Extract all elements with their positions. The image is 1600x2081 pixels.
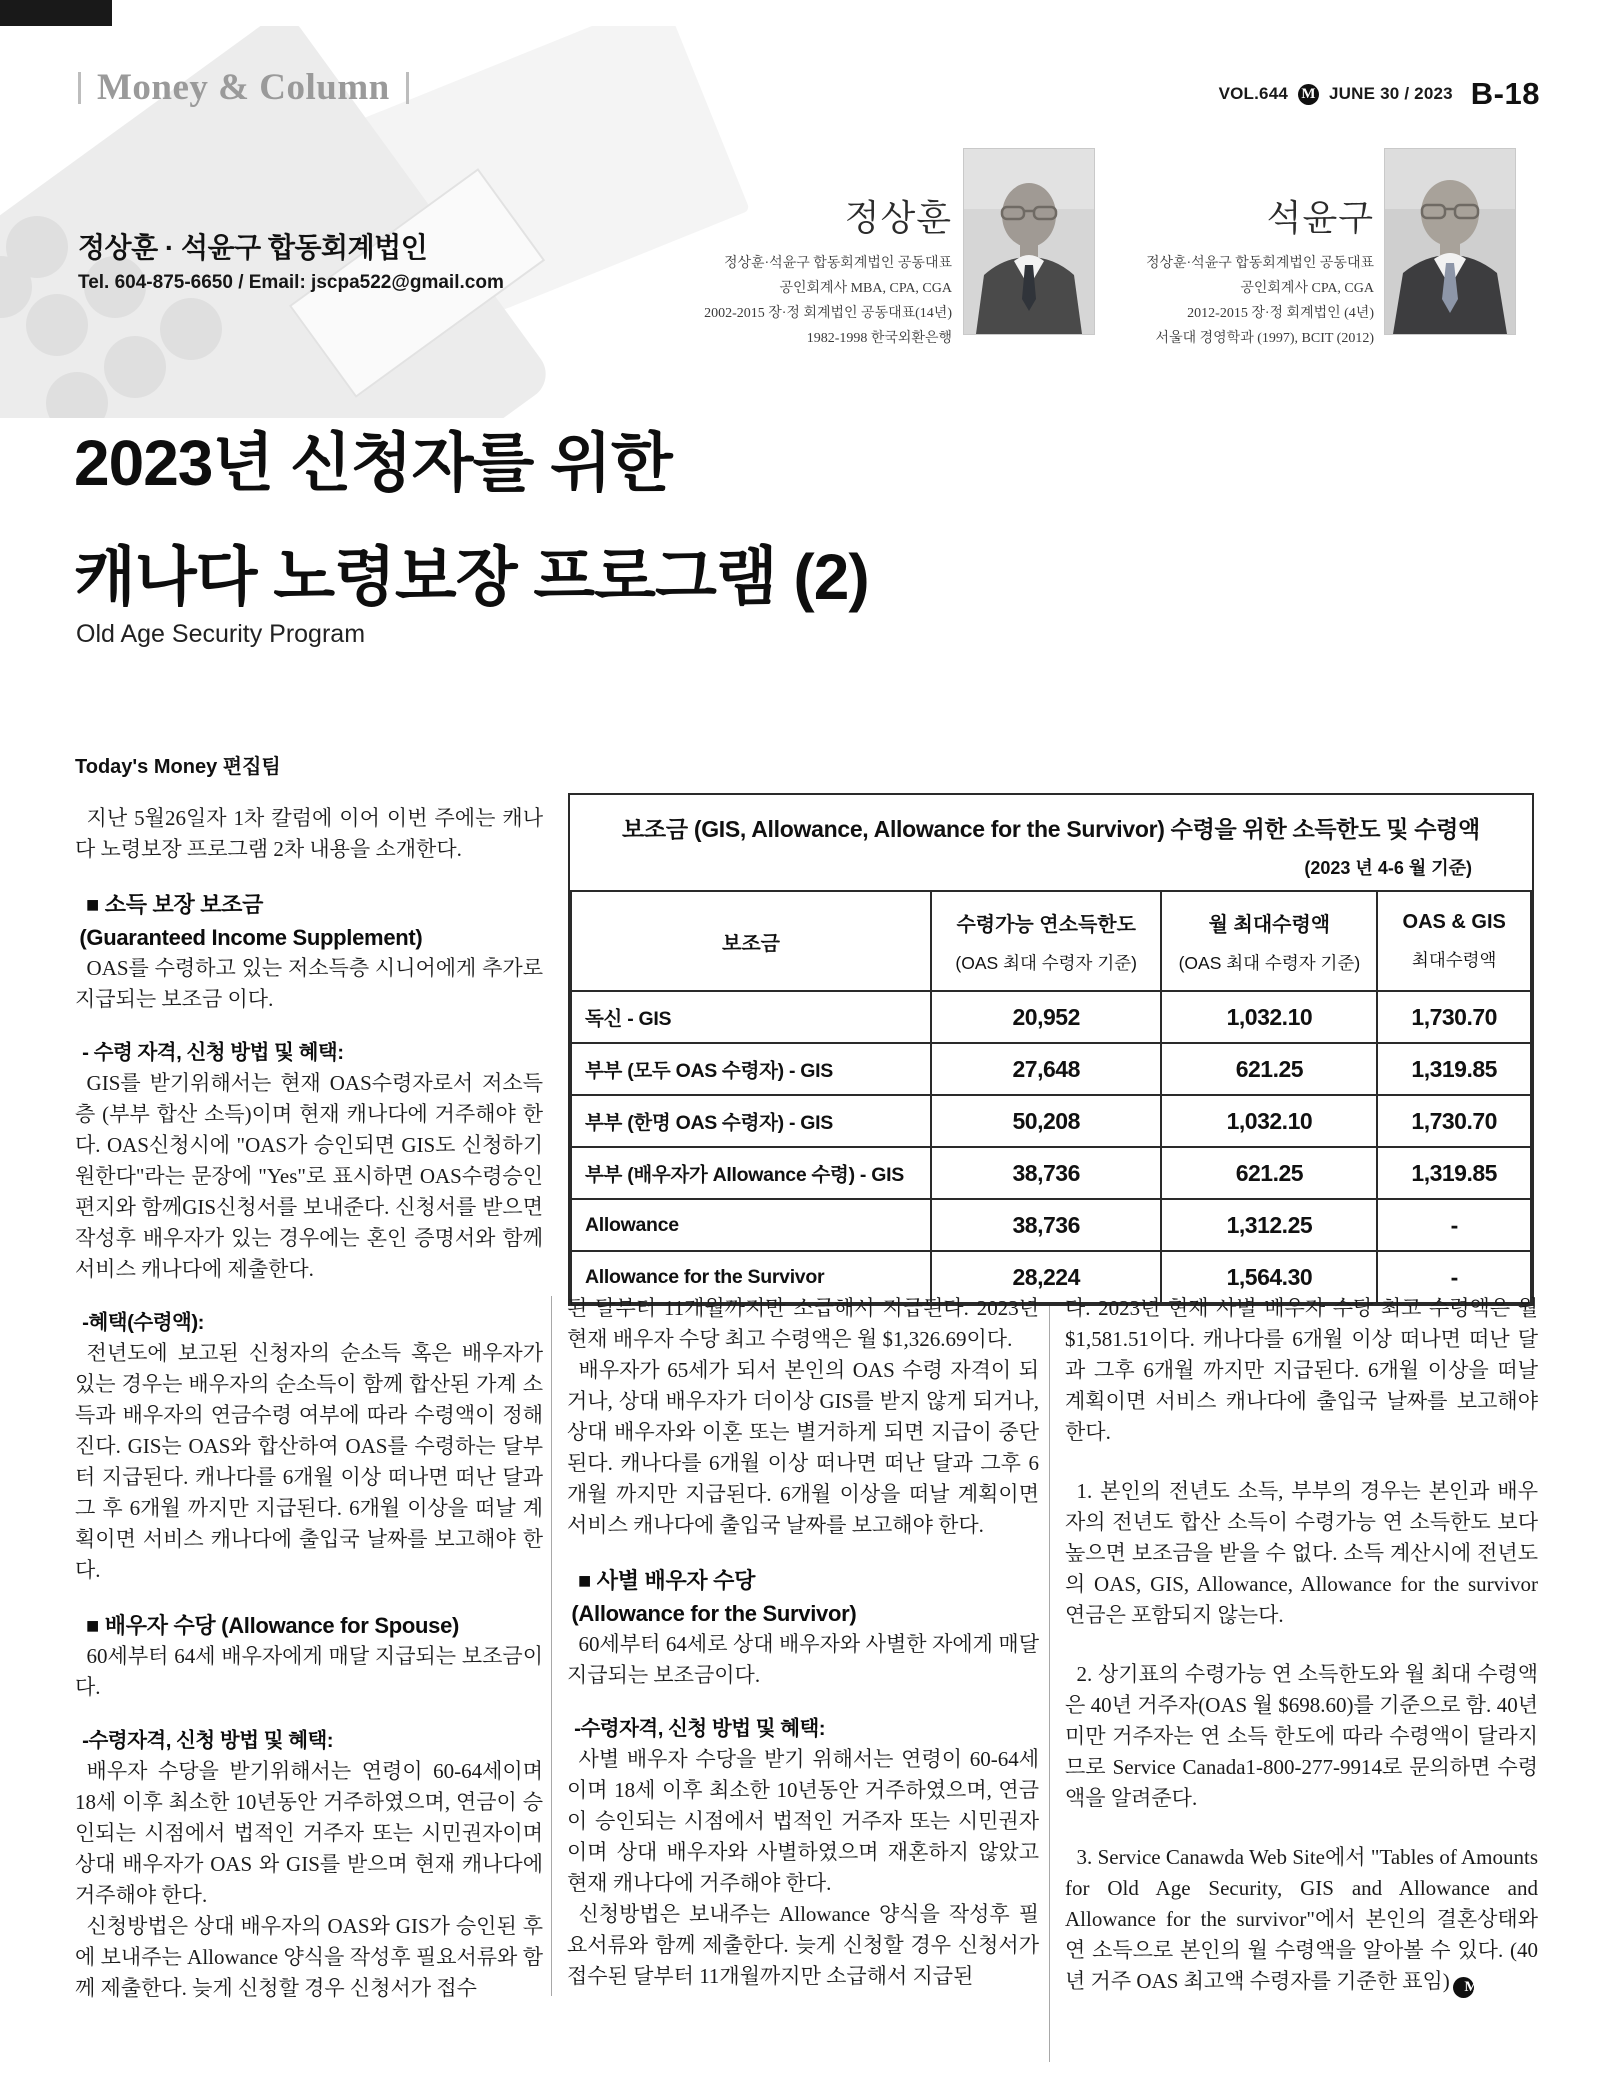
firm-contact: Tel. 604-875-6650 / Email: jscpa522@gmail.com [78,272,504,293]
article-column-middle [567,1293,1039,1992]
section-masthead [78,66,409,109]
profile-photo-2 [1384,148,1516,335]
profile-1-name: 정상훈 [844,198,952,238]
paragraph: 전년도에 보고된 신청자의 순소득 혹은 배우자가 있는 경우는 배우자의 순소득이 함께 합산된 가계 소득과 배우자의 연금수령 여부에 따라 수령액이 정해진다. GIS는 OAS와 합산하여 OAS를 수령하는 달부터 지급된다. 캐나다를 6개월 이상 떠나면 떠난 달과 그 후 6개월 까지만 지급된다. 6개월 이상을 떠날 계획이면 서비스 캐나다에 출입국 날짜를 보고해야 한다. [75,1341,543,1582]
table-header-row [571,891,1531,991]
masthead-right-bar [406,72,409,104]
paragraph-text: 3. Service Canawda Web Site에서 "Tables of Amounts for Old Age Security, GIS and Allowance and Allowance for the survivor"에서 본인의 결혼상태와 연 소득으로 본인의 월 수령액을 알아볼 수 있다. (40년 거주 OAS 최고액 수령자를 기준한 표임) [1065,1845,1538,1993]
paragraph: 배우자 수당을 받기위해서는 연령이 60-64세이며 18세 이후 최소한 10년동안 거주하였으며, 연금이 승인되는 시점에서 법적인 거주자 또는 시민권자이며 상대 배우자가 OAS 와 GIS를 받으며 현재 캐나다에 거주해야 한다. [75,1759,543,1907]
masthead-title: Money & Column [97,67,390,108]
byline: Today's Money 편집팀 [75,756,281,778]
page-edge-mark [0,0,112,26]
issue-date: JUNE 30 / 2023 [1329,84,1453,103]
table-row: Allowance 38,736 1,312.25 - [571,1199,1531,1251]
article-column-left [75,752,543,2004]
benefits-table-period: (2023 년 4-6 월 기준) [1304,858,1472,878]
paragraph: GIS를 받기위해서는 현재 OAS수령자로서 저소득층 (부부 합산 소득)이며 현재 캐나다에 거주해야 한다. OAS신청시에 "OAS가 승인되면 GIS도 신청하기 원한다"라는 문장에 "Yes"로 표시하면 OAS수령승인 편지와 함께GIS신청서를 보내준다. 신청서를 받으면 작성후 배우자가 있는 경우에는 혼인 증명서와 함께 서비스 캐나다에 제출한다. [75,1071,543,1281]
column-divider [1049,1296,1050,2062]
profile-2-line: 공인회계사 CPA, CGA [1240,281,1374,296]
page-number: B-18 [1470,76,1540,111]
table-row: 부부 (한명 OAS 수령자) - GIS 50,208 1,032.10 1,730.70 [571,1095,1531,1147]
profile-2-name: 석윤구 [1266,198,1374,238]
paragraph: 배우자가 65세가 되서 본인의 OAS 수령 자격이 되거나, 상대 배우자가 더이상 GIS를 받지 않게 되거나, 상대 배우자와 이혼 또는 별거하게 되면 지급이 중단된다. 캐나다를 6개월 이상 떠나면 떠난 달과 그후 6개월 까지만 지급된다. 6개월 이상을 떠날 계획이면 서비스 캐나다에 출입국 날짜를 보고해야 한다. [567,1358,1039,1537]
profile-2-line: 2012-2015 장·정 회계법인 (4년) [1187,306,1374,321]
benefits-table-title: 보조금 (GIS, Allowance, Allowance for the Survivor) 수령을 위한 소득한도 및 수령액 [622,816,1480,842]
masthead-left-bar [78,72,81,104]
table-row: Allowance for the Survivor 28,224 1,564.30 - [571,1251,1531,1303]
paragraph: 1. 본인의 전년도 소득, 부부의 경우는 본인과 배우자의 전년도 합산 소득이 수령가능 연 소득한도 보다 높으면 보조금을 받을 수 없다. 소득 계산시에 전년도의 OAS, GIS, Allowance, Allowance for the survivor 연금은 포함되지 않는다. [1065,1479,1538,1627]
col-header-benefit: 보조금 [571,891,931,991]
article-title-line1: 2023년 신청자를 위한 [74,427,672,499]
paragraph: OAS를 수령하고 있는 저소득층 시니어에게 추가로 지급되는 보조금 이다. [75,956,543,1011]
section-heading: ■ 소득 보장 보조금 [86,892,264,917]
section-heading-en: (Guaranteed Income Supplement) [79,925,423,950]
sub-heading: -수령자격, 신청 방법 및 혜택: [574,1717,826,1740]
profile-1-line: 공인회계사 MBA, CPA, CGA [779,281,952,296]
section-heading: ■ 사별 배우자 수당 [578,1568,756,1593]
volume-label: VOL.644 [1218,84,1289,103]
paragraph: 60세부터 64세로 상대 배우자와 사별한 자에게 매달 지급되는 보조금이다. [567,1632,1039,1687]
section-heading-en: (Allowance for the Survivor) [571,1601,857,1626]
paragraph: 2. 상기표의 수령가능 연 소득한도와 월 최대 수령액은 40년 거주자(OAS 월 $698.60)를 기준으로 함. 40년미만 거주자는 연 소득 한도에 따라 수령액이 달라지므로 Service Canada1-800-277-9914로 문의하면 수령액을 알려준다. [1065,1662,1538,1810]
article-title-line2: 캐나다 노령보장 프로그램 (2) [74,541,869,613]
profile-1 [600,190,952,351]
table-row: 부부 (모두 OAS 수령자) - GIS 27,648 621.25 1,319.85 [571,1043,1531,1095]
sub-heading: - 수령 자격, 신청 방법 및 혜택: [82,1041,344,1064]
profile-2-line: 정상훈·석윤구 합동회계법인 공동대표 [1145,256,1374,271]
section-heading: ■ 배우자 수당 (Allowance for Spouse) [86,1613,460,1638]
profile-1-line: 1982-1998 한국외환은행 [806,331,952,346]
table-row: 독신 - GIS 20,952 1,032.10 1,730.70 [571,991,1531,1043]
sub-heading: -수령자격, 신청 방법 및 혜택: [82,1729,334,1752]
paragraph: 된 달부터 11개월까지만 소급해서 지급된다. 2023년 현재 배우자 수당 최고 수령액은 월 $1,326.69이다. [567,1296,1039,1351]
paragraph [1065,1842,1538,1998]
m-logo-icon: M [1298,84,1319,105]
profile-2 [1022,190,1374,351]
paragraph: 지난 5월26일자 1차 칼럼에 이어 이번 주에는 캐나다 노령보장 프로그램 2차 내용을 소개한다. [75,806,543,861]
col-header-income-limit: 수령가능 연소득한도 (OAS 최대 수령자 기준) [931,891,1161,991]
firm-name: 정상훈 · 석윤구 합동회계법인 [78,232,428,263]
article-subtitle: Old Age Security Program [76,620,366,648]
paragraph: 신청방법은 상대 배우자의 OAS와 GIS가 승인된 후에 보내주는 Allowance 양식을 작성후 필요서류와 함께 제출한다. 늦게 신청할 경우 신청서가 접수 [75,1914,543,2000]
paragraph: 신청방법은 보내주는 Allowance 양식을 작성후 필요서류와 함께 제출한다. 늦게 신청할 경우 신청서가 접수된 달부터 11개월까지만 소급해서 지급된 [567,1902,1039,1988]
profile-1-line: 정상훈·석윤구 합동회계법인 공동대표 [723,256,952,271]
col-header-oas-gis-max: OAS & GIS 최대수령액 [1377,891,1531,991]
page-info [1100,76,1540,112]
benefits-table [568,793,1534,1306]
profile-2-line: 서울대 경영학과 (1997), BCIT (2012) [1155,331,1374,346]
paragraph: 다. 2023년 현재 사별 배우자 수당 최고 수령액은 월 $1,581.51이다. 캐나다를 6개월 이상 떠나면 떠난 달과 그후 6개월 까지만 지급된다. 6개월 이상을 떠날 계획이면 서비스 캐나다에 출입국 날짜를 보고해야 한다. [1065,1296,1538,1444]
article-column-right [1065,1293,1538,1998]
paragraph: 60세부터 64세 배우자에게 매달 지급되는 보조금이다. [75,1644,543,1699]
column-divider [551,1296,552,1996]
paragraph: 사별 배우자 수당을 받기 위해서는 연령이 60-64세 이며 18세 이후 최소한 10년동안 거주하였으며, 연금이 승인되는 시점에서 법적인 거주자 또는 시민권자이며 상대 배우자와 사별하였으며 재혼하지 않았고 현재 캐나다에 거주해야 한다. [567,1747,1039,1895]
m-logo-end-icon: M [1453,1977,1474,1998]
benefits-table-header [570,795,1532,890]
table-row: 부부 (배우자가 Allowance 수령) - GIS 38,736 621.25 1,319.85 [571,1147,1531,1199]
profile-1-line: 2002-2015 장·정 회계법인 공동대표(14년) [704,306,952,321]
col-header-monthly-max: 월 최대수령액 (OAS 최대 수령자 기준) [1161,891,1377,991]
sub-heading: -혜택(수령액): [82,1311,204,1334]
